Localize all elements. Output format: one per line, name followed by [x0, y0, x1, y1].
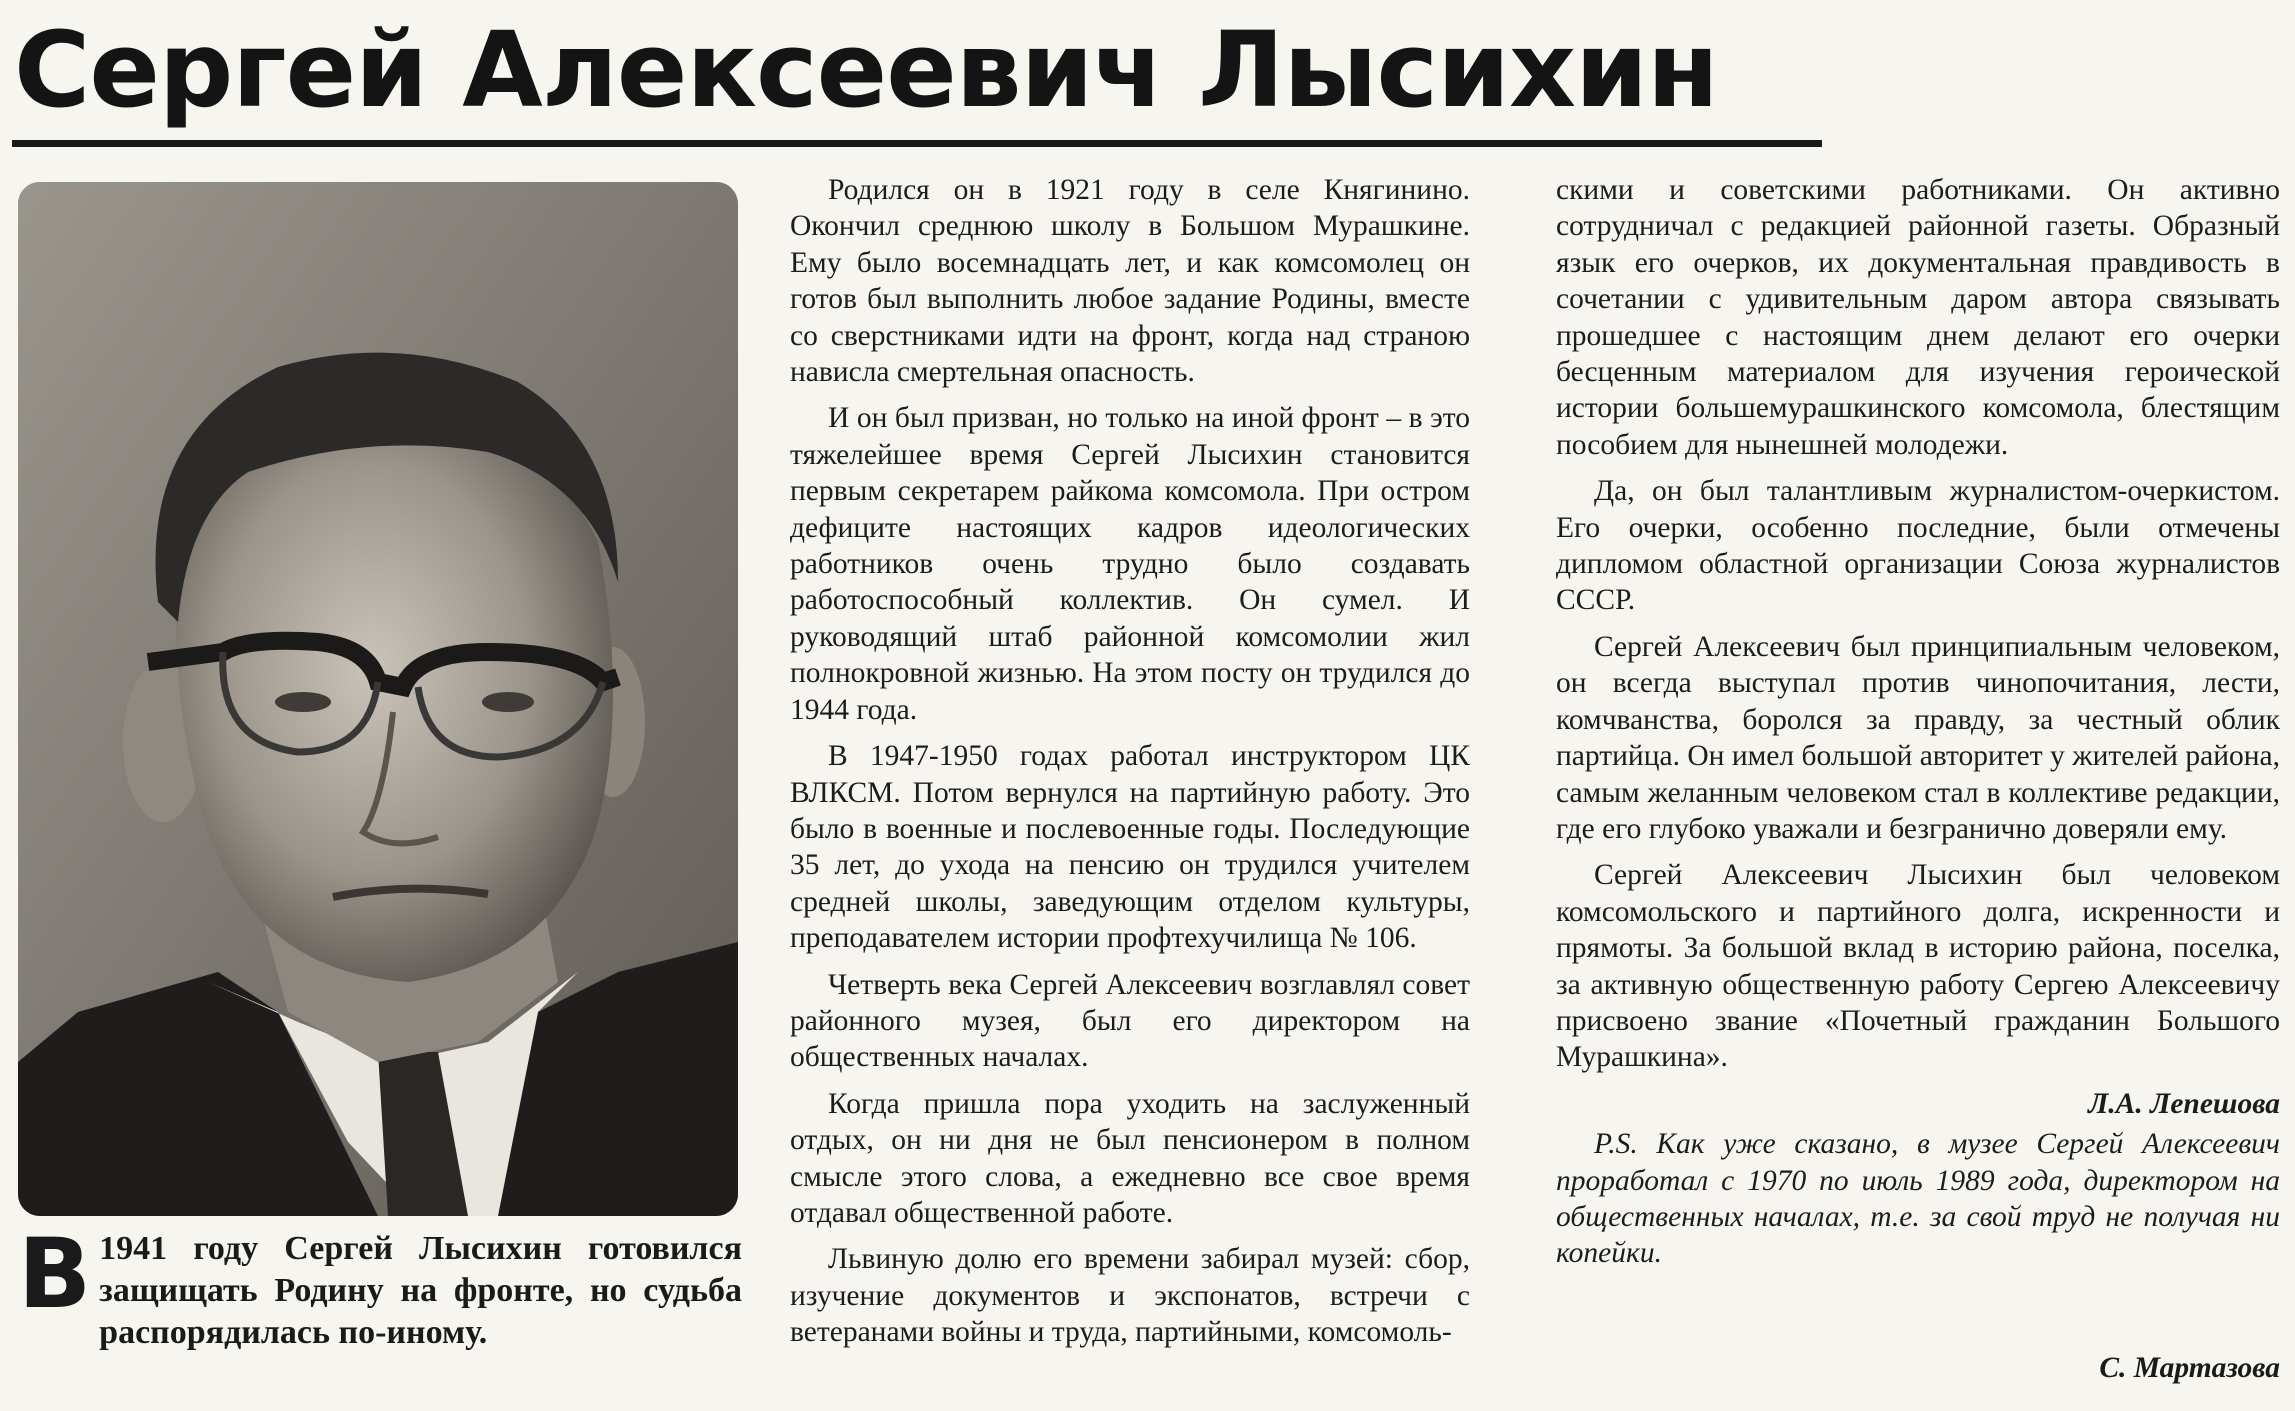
paragraph: Да, он был талантливым журналистом-очеркистом. Его очерки, особенно последние, были отмечены дипломом областной организации Союза журналистов СССР.: [1556, 475, 2280, 617]
paragraph: В 1947-1950 годах работал инструктором ЦК ВЛКСМ. Потом вернулся на партийную работу. Это было в военные и послевоенные годы. Последующие 35 лет, до ухода на пенсию он трудился учителем средней школы, заведующим отделом культуры, преподавателем истории профтехучилища № 106.: [790, 740, 1470, 955]
paragraph: Когда пришла пора уходить на заслуженный отдых, он ни дня не был пенсионером в полном смысле этого слова, а ежедневно все свое время отдавал общественной работе.: [790, 1087, 1470, 1229]
paragraph-continuation: скими и советскими работниками. Он активно сотрудничал с редакцией районной газеты. Образный язык его очерков, их документальная правдивость в сочетании с удивительным даром автора связывать прошедшее с настоящим днем делают его очерки бесценным материалом для изучения героической истории большемурашкинского комсомола, блестящим пособием для нынешней молодежи.: [1556, 174, 2280, 461]
paragraph: Родился он в 1921 году в селе Княгинино. Окончил среднюю школу в Большом Мурашкине. Ему было восемнадцать лет, и как комсомолец он готов был выполнить любое задание Родины, вместе со сверстниками идти на фронт, когда над страною нависла смертельная опасность.: [790, 174, 1470, 389]
caption-text: 1941 году Сергей Лысихин готовился защищать Родину на фронте, но судьба распорядилась по-иному.: [99, 1230, 742, 1351]
postscript: P.S. Как уже сказано, в музее Сергей Алексеевич проработал с 1970 по июль 1989 года, директором на общественных началах, т.е. за свой труд не получая ни копейки.: [1556, 1128, 2280, 1270]
caption-dropcap: В: [18, 1218, 92, 1330]
article-title: Сергей Алексеевич Лысихин: [14, 9, 1718, 131]
paragraph: Сергей Алексеевич был принципиальным человеком, он всегда выступал против чинопочитания, лести, комчванства, боролся за правду, за честный облик партийца. Он имел большой авторитет у жителей района, самым желанным человеком стал в коллективе редакции, где его глубоко уважали и безгранично доверяли ему.: [1556, 630, 2280, 845]
paragraph: Львиную долю его времени забирал музей: сбор, изучение документов и экспонатов, встречи с ветеранами войны и труда, партийными, комсомоль-: [790, 1243, 1470, 1349]
portrait-photo: [18, 182, 738, 1216]
photo-caption: [18, 1218, 742, 1354]
author-signature: Л.А. Лепешова: [2088, 1087, 2280, 1120]
paragraph: И он был призван, но только на иной фронт – в это тяжелейшее время Сергей Лысихин становится первым секретарем райкома комсомола. При остром дефиците настоящих кадров идеологических работников очень трудно было создавать работоспособный коллектив. Он сумел. И руководящий штаб районной комсомолии жил полнокровной жизнью. На этом посту он трудился до 1944 года.: [790, 402, 1470, 726]
portrait-illustration: [18, 182, 738, 1216]
title-rule: [12, 140, 1822, 147]
article-column-2: [790, 172, 1470, 1361]
postscript-signature: С. Мартазова: [2099, 1352, 2280, 1384]
paragraph: Четверть века Сергей Алексеевич возглавлял совет районного музея, был его директором на общественных началах.: [790, 968, 1470, 1074]
article-column-3: [1556, 172, 2280, 1282]
paragraph: Сергей Алексеевич Лысихин был человеком комсомольского и партийного долга, искренности и прямоты. За большой вклад в историю района, поселка, за активную общественную работу Сергею Алексеевичу присвоено звание «Почетный гражданин Большого Мурашкина».: [1556, 859, 2280, 1074]
